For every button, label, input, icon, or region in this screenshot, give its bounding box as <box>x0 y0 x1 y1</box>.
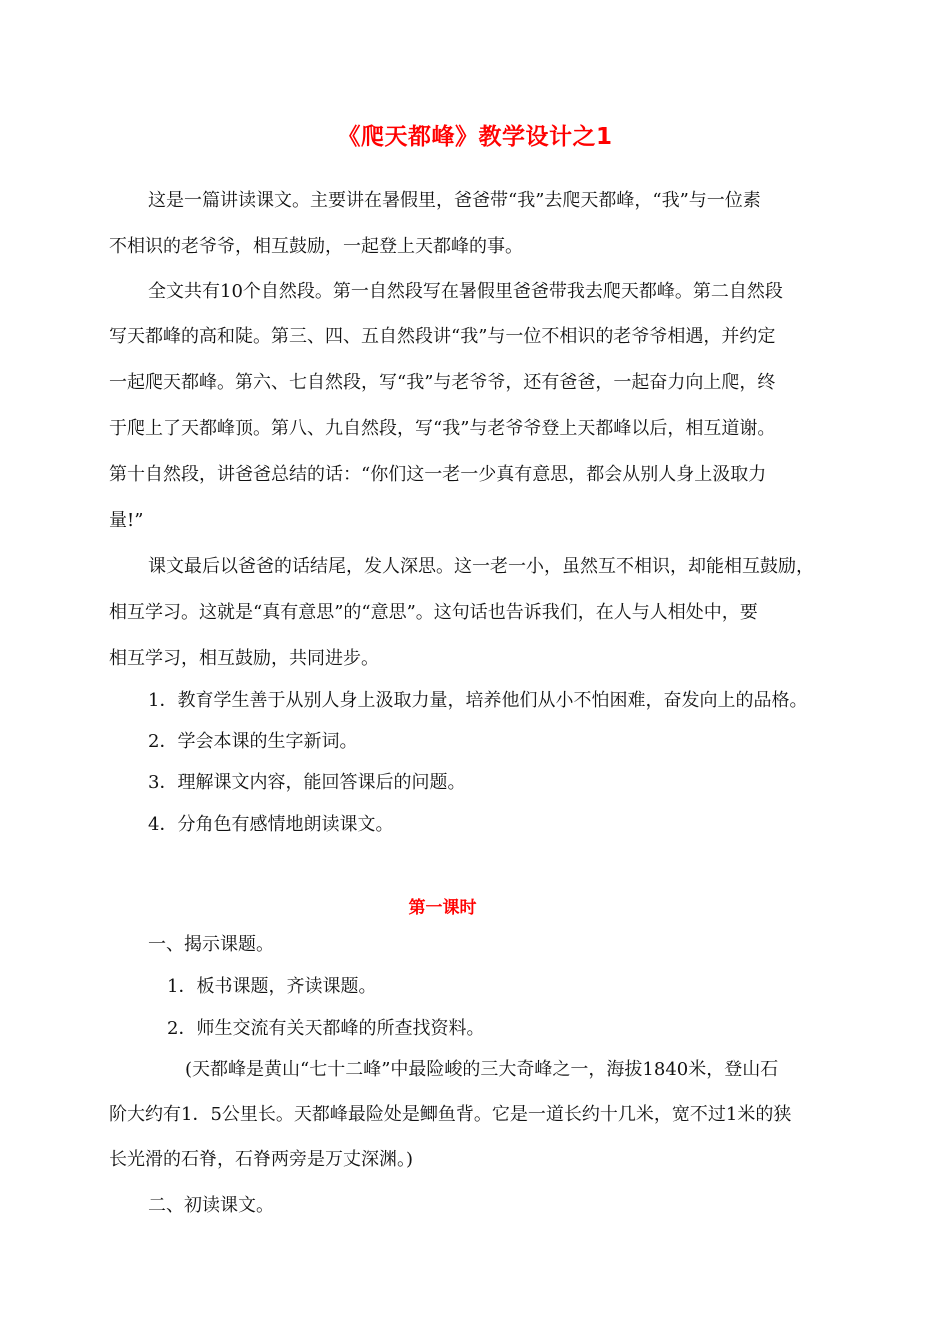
goal-item: 1．教育学生善于从别人身上汲取力量，培养他们从小不怕困难，奋发向上的品格。 <box>148 690 808 711</box>
meaning-line: 相互学习，相互鼓励，共同进步。 <box>109 648 379 669</box>
note-line: 阶大约有1．5公里长。天都峰最险处是鲫鱼背。它是一道长约十几米，宽不过1米的狭 <box>109 1104 792 1125</box>
note-line: (天都峰是黄山“七十二峰”中最险峻的三大奇峰之一，海拔1840米，登山石 <box>185 1059 779 1080</box>
summary-line: 于爬上了天都峰顶。第八、九自然段，写“我”与老爷爷登上天都峰以后，相互道谢。 <box>109 418 776 439</box>
summary-line: 第十自然段，讲爸爸总结的话：“你们这一老一少真有意思，都会从别人身上汲取力 <box>109 464 767 485</box>
section-title: 第一课时 <box>408 898 477 918</box>
summary-line: 一起爬天都峰。第六、七自然段，写“我”与老爷爷，还有爸爸，一起奋力向上爬，终 <box>109 372 776 393</box>
summary-line: 量!” <box>109 510 144 531</box>
intro-line: 不相识的老爷爷，相互鼓励，一起登上天都峰的事。 <box>109 236 523 257</box>
meaning-line: 相互学习。这就是“真有意思”的“意思”。这句话也告诉我们，在人与人相处中，要 <box>109 602 758 623</box>
note-line: 长光滑的石脊，石脊两旁是万丈深渊。) <box>109 1149 414 1170</box>
goal-item: 3．理解课文内容，能回答课后的问题。 <box>148 772 466 793</box>
document-title: 《爬天都峰》教学设计之1 <box>337 124 613 150</box>
goal-item: 4．分角色有感情地朗读课文。 <box>148 814 394 835</box>
meaning-line: 课文最后以爸爸的话结尾，发人深思。这一老一小，虽然互不相识，却能相互鼓励， <box>148 556 814 577</box>
goal-item: 2．学会本课的生字新词。 <box>148 731 358 752</box>
step-heading: 二、初读课文。 <box>148 1195 274 1216</box>
step-heading: 一、揭示课题。 <box>148 934 274 955</box>
summary-line: 全文共有10个自然段。第一自然段写在暑假里爸爸带我去爬天都峰。第二自然段 <box>148 281 783 302</box>
step-item: 1．板书课题，齐读课题。 <box>167 976 377 997</box>
summary-line: 写天都峰的高和陡。第三、四、五自然段讲“我”与一位不相识的老爷爷相遇，并约定 <box>109 326 776 347</box>
step-item: 2．师生交流有关天都峰的所查找资料。 <box>167 1018 485 1039</box>
intro-line: 这是一篇讲读课文。主要讲在暑假里，爸爸带“我”去爬天都峰，“我”与一位素 <box>148 190 761 211</box>
